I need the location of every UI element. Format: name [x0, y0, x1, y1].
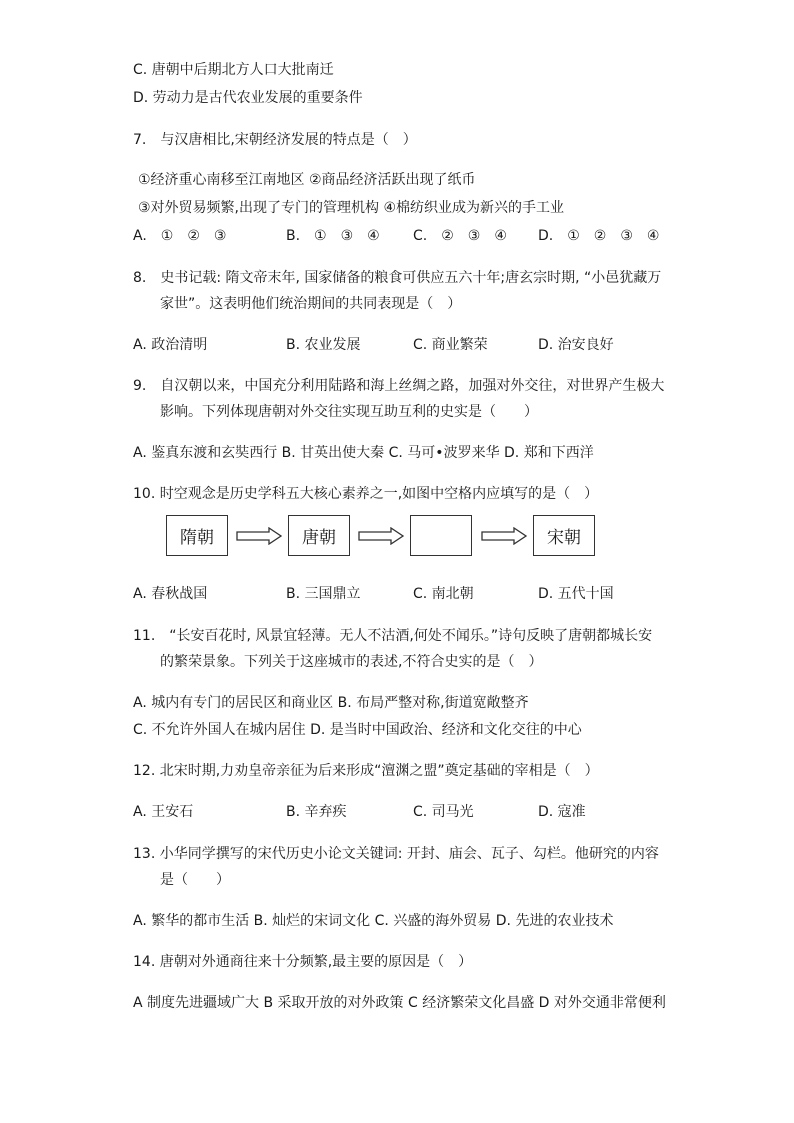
q12-option-b: B. 辛弃疾: [286, 804, 347, 820]
q8-option-a: A. 政治清明: [133, 337, 208, 353]
q7-option-b: B. ① ③ ④: [286, 228, 380, 244]
q8-option-b: B. 农业发展: [286, 337, 361, 353]
q8-option-d: D. 治安良好: [538, 337, 614, 353]
q9-options: A. 鉴真东渡和玄奘西行 B. 甘英出使大秦 C. 马可•波罗来华 D. 郑和下西洋: [133, 445, 594, 461]
question-13-line-1: 13. 小华同学撰写的宋代历史小论文关键词: 开封、庙会、瓦子、勾栏。他研究的内容: [133, 846, 659, 862]
arrow-icon: [481, 527, 527, 545]
question-13-line-2: 是（ ）: [160, 872, 230, 888]
question-9-line-2: 影响。下列体现唐朝对外交往实现互助互利的史实是（ ）: [160, 404, 538, 420]
question-9-line-1: 9. 自汉朝以来，中国充分利用陆路和海上丝绸之路，加强对外交往，对世界产生极大: [133, 378, 665, 394]
q12-option-d: D. 寇准: [538, 804, 586, 820]
q10-option-c: C. 南北朝: [413, 586, 474, 602]
q8-option-c: C. 商业繁荣: [413, 337, 488, 353]
q10-option-d: D. 五代十国: [538, 586, 614, 602]
c-south-line: C. 唐朝中后期北方人口大批南迁: [133, 62, 334, 78]
q11-options-1: A. 城内有专门的居民区和商业区 B. 布局严整对称,街道宽敞整齐: [133, 695, 529, 711]
question-12: 12. 北宋时期,力劝皇帝亲征为后来形成“澶渊之盟”奠定基础的宰相是（ ）: [133, 763, 599, 779]
question-10: 10. 时空观念是历史学科五大核心素养之一,如图中空格内应填写的是（ ）: [133, 486, 599, 502]
question-8-line-1: 8. 史书记载: 隋文帝末年, 国家储备的粮食可供应五六十年;唐玄宗时期, “小邑犹藏万: [133, 270, 662, 286]
arrow-icon: [236, 527, 282, 545]
q13-options: A. 繁华的都市生活 B. 灿烂的宋词文化 C. 兴盛的海外贸易 D. 先进的农业技术: [133, 913, 614, 929]
question-8-line-2: 家世”。这表明他们统治期间的共同表现是（ ）: [160, 296, 462, 312]
question-14: 14. 唐朝对外通商往来十分频繁,最主要的原因是（ ）: [133, 954, 473, 970]
q7-statement-2: ③对外贸易频繁,出现了专门的管理机构 ④棉纺织业成为新兴的手工业: [138, 200, 565, 216]
q12-option-c: C. 司马光: [413, 804, 474, 820]
q10-option-a: A. 春秋战国: [133, 586, 208, 602]
arrow-icon: [358, 527, 404, 545]
box-sui: 隋朝: [166, 515, 228, 556]
q7-option-c: C. ② ③ ④: [413, 228, 507, 244]
q10-option-b: B. 三国鼎立: [286, 586, 361, 602]
q7-option-d: D. ① ② ③ ④: [538, 228, 660, 244]
question-11-line-1: 11. “长安百花时, 风景宜轻薄。无人不沽酒,何处不闻乐。”诗句反映了唐朝都城长安: [133, 628, 653, 644]
box-blank: [410, 515, 472, 556]
box-song: 宋朝: [533, 515, 595, 556]
q11-options-2: C. 不允许外国人在城内居住 D. 是当时中国政治、经济和文化交往的中心: [133, 722, 582, 738]
question-11-line-2: 的繁荣景象。下列关于这座城市的表述,不符合史实的是（ ）: [160, 654, 543, 670]
question-7: 7. 与汉唐相比,宋朝经济发展的特点是（ ）: [133, 132, 417, 148]
q7-option-a: A. ① ② ③: [133, 228, 227, 244]
box-tang: 唐朝: [288, 515, 350, 556]
q14-options: A 制度先进疆域广大 B 采取开放的对外政策 C 经济繁荣文化昌盛 D 对外交通非常便利: [133, 995, 666, 1011]
q12-option-a: A. 王安石: [133, 804, 194, 820]
q7-statement-1: ①经济重心南移至江南地区 ②商品经济活跃出现了纸币: [138, 172, 476, 188]
d-labor-line: D. 劳动力是古代农业发展的重要条件: [133, 90, 363, 106]
